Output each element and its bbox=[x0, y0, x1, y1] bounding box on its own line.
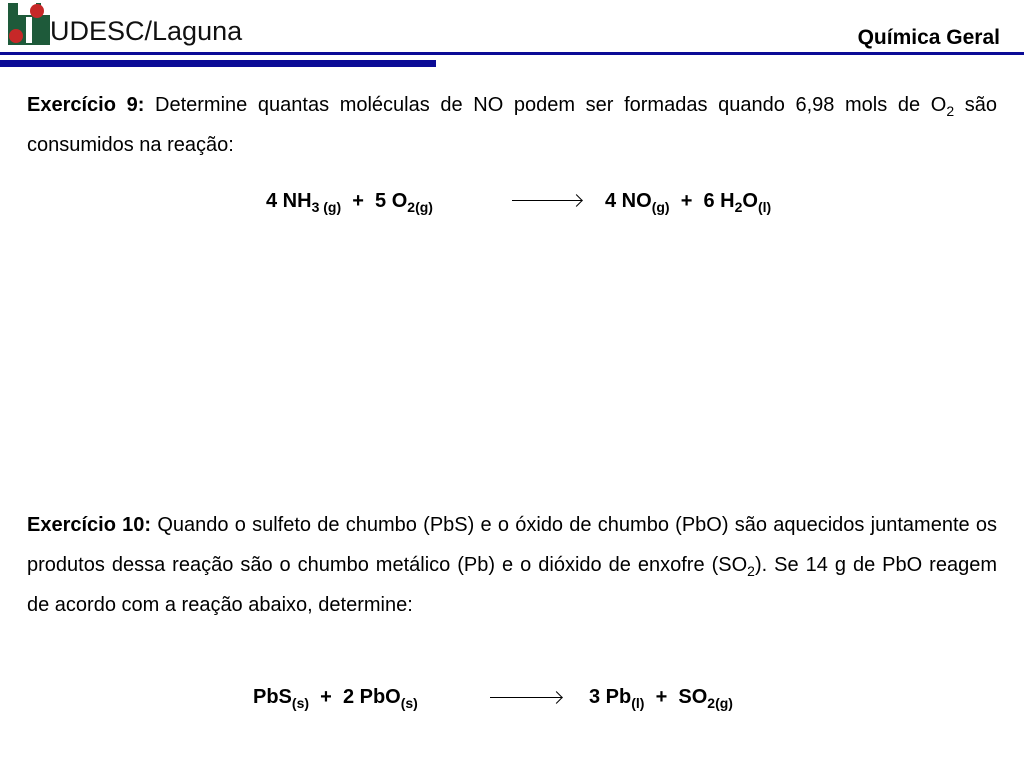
course-title: Química Geral bbox=[857, 26, 1000, 49]
exercise-10-reactants: PbS$_{(s)}$ + 2 PbO$_{(s)}$ bbox=[253, 686, 418, 711]
header-divider bbox=[0, 52, 1024, 55]
exercise-10-products: 3 $Pb_{(l)} + SO_{2(g)}$ bbox=[589, 686, 733, 711]
reaction-arrow-icon bbox=[490, 697, 562, 698]
reaction-arrow-icon bbox=[512, 200, 582, 201]
exercise-9-reactants: 4 $NH_{3 (g)} + 5$ $O_{2(g)}$ bbox=[266, 190, 433, 215]
brand-name: UDESC/Laguna bbox=[50, 16, 243, 46]
exercise-9-text: Exercício 9: Determine quantas moléculas de NO podem ser formadas quando 6,98 mols de $O_2$ são consumidos na reação: bbox=[27, 94, 997, 156]
exercise-10-text: Exercício 10: Quando o sulfeto de chumbo (PbS) e o óxido de chumbo (PbO) são aquecidos juntamente os produtos dessa reação são o chumbo metálico (Pb) e o dióxido de enxofre $(SO_2)$. Se 14 g de PbO reagem de acordo com a reação abaixo, determine: bbox=[27, 514, 997, 616]
header-accent-bar bbox=[0, 60, 436, 67]
udesc-logo bbox=[8, 3, 50, 45]
exercise-9-products: 4 $NO_{(g)} + 6$ $H_2O_{(l)}$ bbox=[605, 190, 772, 215]
